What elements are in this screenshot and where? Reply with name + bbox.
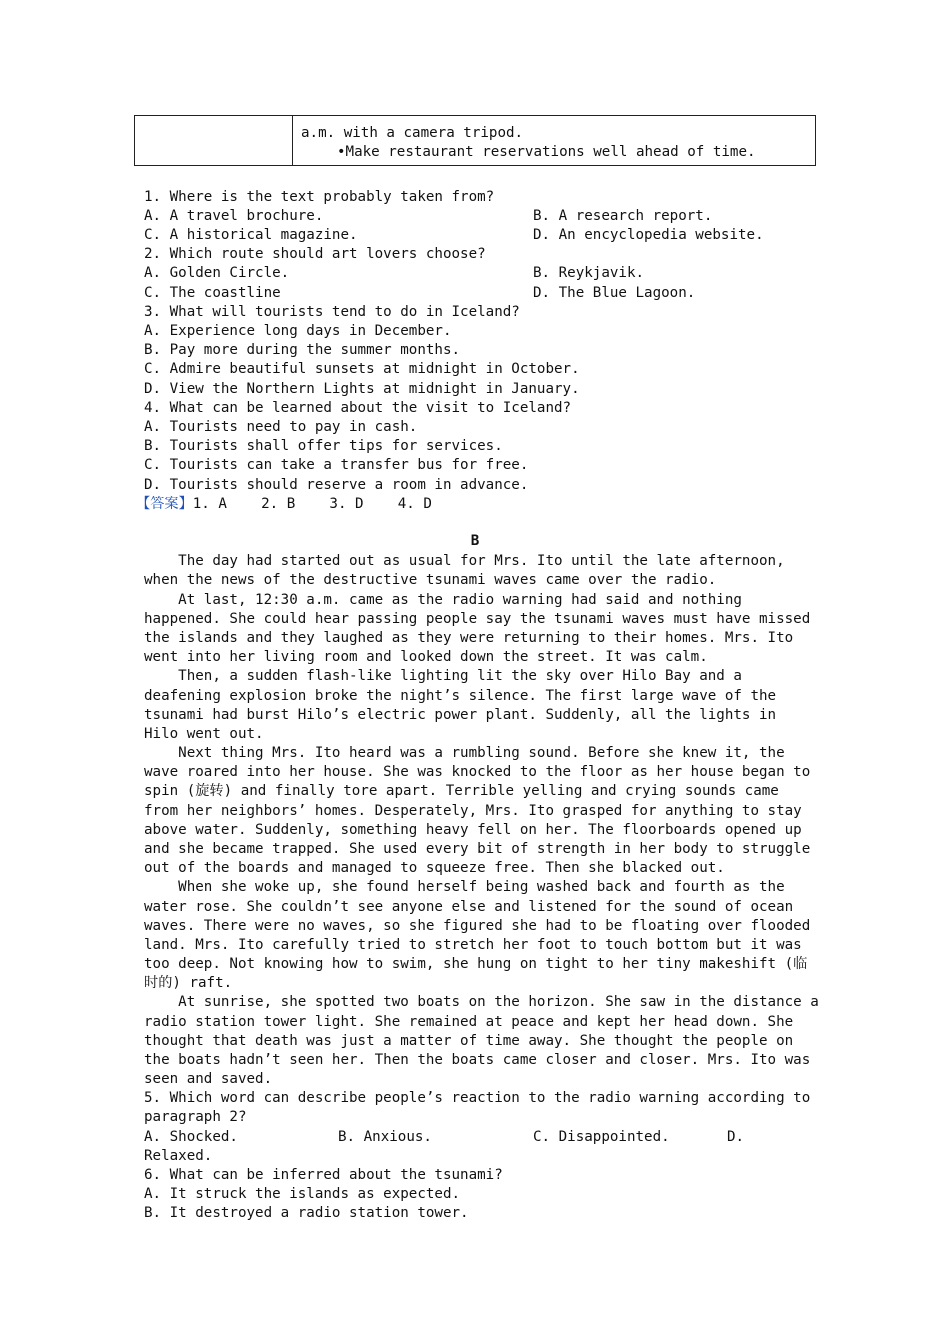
passage-line: from her neighbors’ homes. Desperately, Mrs. Ito grasped for anything to stay (144, 803, 802, 819)
option-1c: C. A historical magazine. (144, 227, 358, 243)
passage-line: thought that death was just a matter of time away. She thought the people on (144, 1033, 794, 1049)
passage-line: At last, 12:30 a.m. came as the radio warning had said and nothing (144, 592, 742, 608)
table-column-divider (292, 116, 293, 165)
option-4d: D. Tourists should reserve a room in advance. (144, 477, 529, 493)
option-2c: C. The coastline (144, 285, 281, 301)
passage-line: Next thing Mrs. Ito heard was a rumbling sound. Before she knew it, the (144, 745, 785, 761)
option-6a: A. It struck the islands as expected. (144, 1186, 461, 1202)
passage-line: land. Mrs. Ito carefully tried to stretch her foot to touch bottom but it was (144, 937, 802, 953)
option-2a: A. Golden Circle. (144, 265, 290, 281)
option-3c: C. Admire beautiful sunsets at midnight in October. (144, 361, 580, 377)
section-title: B (470, 533, 480, 549)
passage-line: went into her living room and looked down the street. It was calm. (144, 649, 708, 665)
question-2: 2. Which route should art lovers choose? (144, 246, 486, 262)
passage-line: When she woke up, she found herself being washed back and fourth as the (144, 879, 785, 895)
option-1d: D. An encyclopedia website. (533, 227, 764, 243)
passage-line: 时的) raft. (144, 975, 233, 991)
option-5c: C. Disappointed. (533, 1129, 670, 1145)
answer-text: 1. A 2. B 3. D 4. D (192, 496, 432, 512)
question-5: 5. Which word can describe people’s reaction to the radio warning according to (144, 1090, 811, 1106)
option-3d: D. View the Northern Lights at midnight in January. (144, 381, 580, 397)
table-cell-line: •Make restaurant reservations well ahead of time. (337, 144, 756, 160)
passage-line: tsunami had burst Hilo’s electric power plant. Suddenly, all the lights in (144, 707, 777, 723)
passage-line: wave roared into her house. She was knocked to the floor as her house began to (144, 764, 811, 780)
option-4c: C. Tourists can take a transfer bus for free. (144, 457, 529, 473)
passage-line: The day had started out as usual for Mrs. Ito until the late afternoon, (144, 553, 785, 569)
option-4a: A. Tourists need to pay in cash. (144, 419, 418, 435)
option-3a: A. Experience long days in December. (144, 323, 452, 339)
option-1b: B. A research report. (533, 208, 713, 224)
passage-line: and she became trapped. She used every bit of strength in her body to struggle (144, 841, 811, 857)
table-cell-line: a.m. with a camera tripod. (301, 125, 524, 141)
passage-line: too deep. Not knowing how to swim, she hung on tight to her tiny makeshift (临 (144, 956, 808, 972)
passage-line: happened. She could hear passing people say the tsunami waves must have missed (144, 611, 811, 627)
passage-line: seen and saved. (144, 1071, 273, 1087)
question-1: 1. Where is the text probably taken from? (144, 189, 495, 205)
option-4b: B. Tourists shall offer tips for services. (144, 438, 503, 454)
option-6b: B. It destroyed a radio station tower. (144, 1205, 469, 1221)
passage-line: Then, a sudden flash-like lighting lit the sky over Hilo Bay and a (144, 668, 742, 684)
question-4: 4. What can be learned about the visit to Iceland? (144, 400, 572, 416)
option-1a: A. A travel brochure. (144, 208, 324, 224)
option-5b: B. Anxious. (338, 1129, 432, 1145)
passage-line: spin (旋转) and finally tore apart. Terrible yelling and crying sounds came (144, 783, 779, 799)
question-6: 6. What can be inferred about the tsunami? (144, 1167, 503, 1183)
option-2d: D. The Blue Lagoon. (533, 285, 696, 301)
passage-line: waves. There were no waves, so she figured she had to be floating over flooded (144, 918, 811, 934)
option-5a: A. Shocked. (144, 1129, 238, 1145)
passage-line: the boats hadn’t seen her. Then the boats came closer and closer. Mrs. Ito was (144, 1052, 811, 1068)
itinerary-table-row (134, 115, 816, 166)
passage-line: above water. Suddenly, something heavy fell on her. The floorboards opened up (144, 822, 802, 838)
question-3: 3. What will tourists tend to do in Iceland? (144, 304, 520, 320)
option-2b: B. Reykjavik. (533, 265, 645, 281)
passage-line: radio station tower light. She remained at peace and kept her head down. She (144, 1014, 794, 1030)
option-3b: B. Pay more during the summer months. (144, 342, 461, 358)
passage-line: out of the boards and managed to squeeze free. Then she blacked out. (144, 860, 725, 876)
answer-line (136, 495, 432, 514)
option-5d: D. (727, 1129, 745, 1145)
passage-line: deafening explosion broke the night’s silence. The first large wave of the (144, 688, 777, 704)
passage-line: the islands and they laughed as they were returning to their homes. Mrs. Ito (144, 630, 794, 646)
passage-line: water rose. She couldn’t see anyone else and listened for the sound of ocean (144, 899, 794, 915)
option-5d-text: Relaxed. (144, 1148, 213, 1164)
answer-tag: 【答案】 (136, 496, 193, 512)
question-5-cont: paragraph 2? (144, 1109, 247, 1125)
passage-line: when the news of the destructive tsunami waves came over the radio. (144, 572, 717, 588)
passage-line: Hilo went out. (144, 726, 264, 742)
passage-line: At sunrise, she spotted two boats on the horizon. She saw in the distance a (144, 994, 819, 1010)
